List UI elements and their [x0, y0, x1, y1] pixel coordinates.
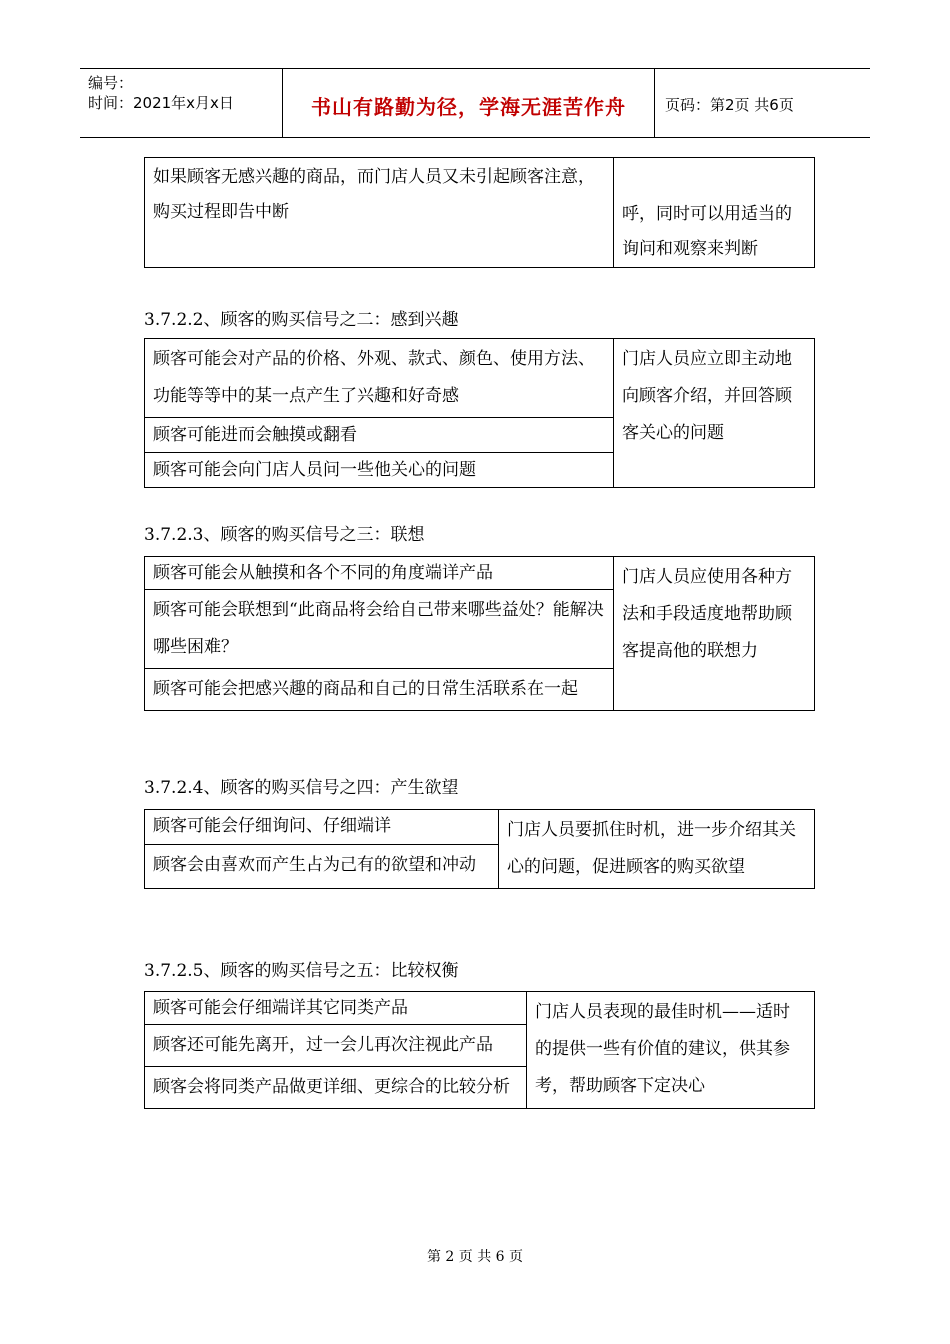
table-cell: 顾客还可能先离开，过一会儿再次注视此产品 — [145, 1025, 527, 1067]
table-cell: 顾客可能会向门店人员问一些他关心的问题 — [145, 453, 614, 488]
table-continuation — [144, 157, 815, 268]
table-cell: 门店人员表现的最佳时机——适时的提供一些有价值的建议，供其参考，帮助顾客下定决心 — [527, 992, 815, 1109]
table-row — [145, 810, 815, 845]
header-time: 时间：2021年x月x日 — [88, 94, 234, 112]
table-association — [144, 556, 815, 711]
table-interest — [144, 338, 815, 488]
header-motto: 书山有路勤为径，学海无涯苦作舟 — [311, 95, 626, 119]
table-cell: 顾客会将同类产品做更详细、更综合的比较分析 — [145, 1067, 527, 1109]
table-comparison — [144, 991, 815, 1109]
table-cell — [614, 158, 815, 268]
table-cell: 顾客可能会从触摸和各个不同的角度端详产品 — [145, 557, 614, 590]
table-cell: 如果顾客无感兴趣的商品，而门店人员又未引起顾客注意，购买过程即告中断 — [145, 158, 614, 268]
header-meta — [88, 73, 234, 113]
table-cell: 顾客可能会仔细询问、仔细端详 — [145, 810, 499, 845]
table-row — [145, 339, 815, 418]
table-cell: 顾客会由喜欢而产生占为己有的欲望和冲动 — [145, 844, 499, 888]
header-number: 编号： — [88, 74, 134, 92]
table-cell: 顾客可能会联想到“此商品将会给自己带来哪些益处？能解决哪些困难？ — [145, 590, 614, 669]
section-title: 3.7.2.2、顾客的购买信号之二：感到兴趣 — [144, 310, 459, 330]
page-header — [80, 68, 870, 138]
table-cell: 顾客可能会对产品的价格、外观、款式、颜色、使用方法、功能等等中的某一点产生了兴趣和好奇感 — [145, 339, 614, 418]
table-cell: 门店人员要抓住时机，进一步介绍其关心的问题，促进顾客的购买欲望 — [499, 810, 815, 889]
header-page-number: 页码：第2页 共6页 — [665, 96, 794, 114]
table-row — [145, 158, 815, 268]
table-cell: 顾客可能进而会触摸或翻看 — [145, 418, 614, 453]
table-row — [145, 992, 815, 1025]
section-title: 3.7.2.5、顾客的购买信号之五：比较权衡 — [144, 961, 459, 981]
table-cell: 顾客可能会仔细端详其它同类产品 — [145, 992, 527, 1025]
section-title: 3.7.2.4、顾客的购买信号之四：产生欲望 — [144, 778, 459, 798]
table-row — [145, 557, 815, 590]
section-title: 3.7.2.3、顾客的购买信号之三：联想 — [144, 525, 425, 545]
table-desire — [144, 809, 815, 889]
page-footer: 第 2 页 共 6 页 — [426, 1249, 524, 1265]
table-cell: 门店人员应立即主动地向顾客介绍，并回答顾客关心的问题 — [614, 339, 815, 488]
table-cell: 顾客可能会把感兴趣的商品和自己的日常生活联系在一起 — [145, 669, 614, 711]
table-cell: 门店人员应使用各种方法和手段适度地帮助顾客提高他的联想力 — [614, 557, 815, 711]
cell-text: 呼，同时可以用适当的询问和观察来判断 — [622, 204, 792, 259]
header-divider — [654, 69, 655, 137]
